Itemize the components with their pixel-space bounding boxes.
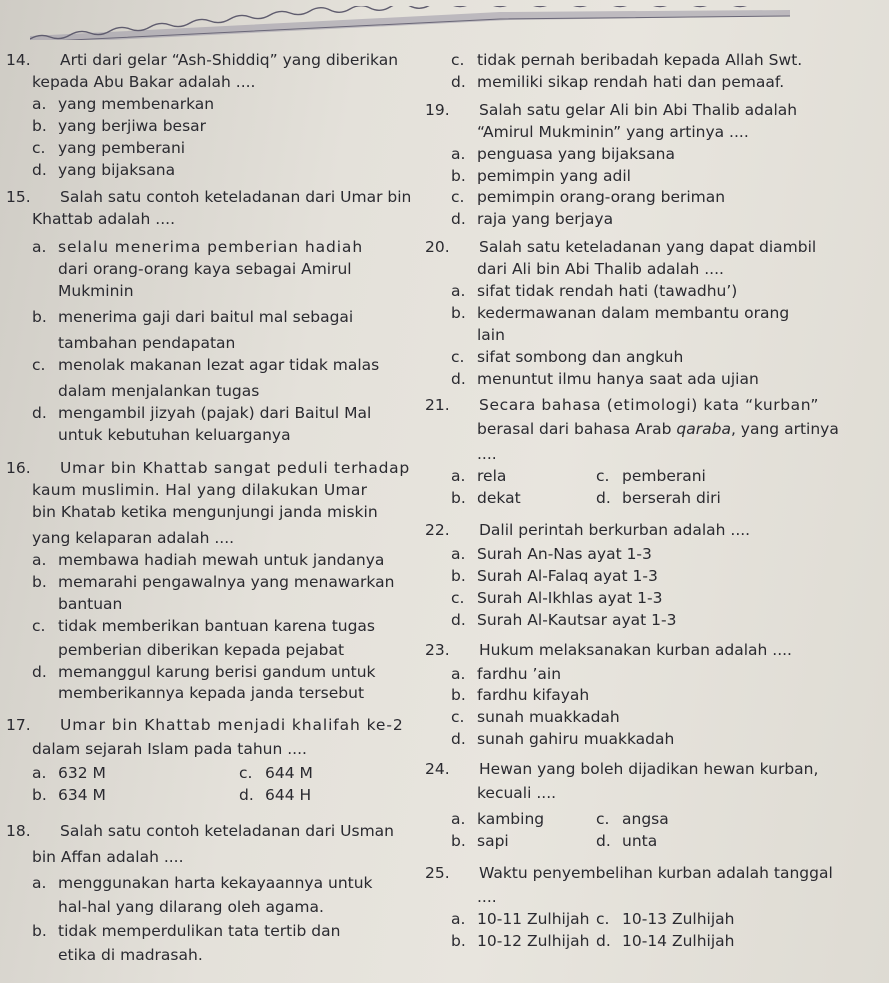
option-d[interactable]: d. raja yang berjaya <box>451 210 614 229</box>
option-a[interactable]: a. membawa hadiah mewah untuk jandanya <box>32 551 385 570</box>
question-15: 15. Salah satu contoh keteladanan dari Umar bin Khattab adalah .... a. selalu menerima pemberian hadiah dari orang-orang kaya sebagai Amirul Mukminin b. menerima gaji dari baitul mal sebagai tambahan pendapatan c. menolak makanan lezat agar tidak malas dalam menjalankan tugas d. mengambil jizyah (pajak) dari Baitul Mal untuk kebutuhan keluarganya <box>32 187 432 446</box>
question-23: 23. Hukum melaksanakan kurban adalah .... a. fardhu ’ain b. fardhu kifayah c. sunah muakkadah d. sunah gahiru muakkadah <box>451 640 861 752</box>
option-c[interactable]: c. yang pemberani <box>32 138 186 157</box>
option-a[interactable]: a. yang membenarkan <box>32 94 215 113</box>
option-d[interactable]: d. Surah Al-Kautsar ayat 1-3 <box>451 610 677 629</box>
option-b[interactable]: b. dekat <box>451 489 521 508</box>
question-25: 25. Waktu penyembelihan kurban adalah tanggal .... a. 10-11 Zulhijah c. 10-13 Zulhijah b. 10-12 Zulhijah d. 10-14 Zulhijah <box>451 863 861 953</box>
right-column <box>425 50 861 952</box>
option-a[interactable]: a. Surah An-Nas ayat 1-3 <box>451 545 652 564</box>
option-d[interactable]: d. sunah gahiru muakkadah <box>451 730 675 749</box>
q14-option-c[interactable]: c. tidak pernah beribadah kepada Allah Swt. <box>451 51 803 69</box>
option-b[interactable]: b. pemimpin yang adil <box>451 166 631 185</box>
option-b[interactable]: b. kedermawanan dalam membantu orang <box>451 303 790 322</box>
option-d[interactable]: d. menuntut ilmu hanya saat ada ujian <box>451 369 759 388</box>
question-stem: Arti dari gelar “Ash-Shiddiq” yang diberikan <box>60 51 399 69</box>
option-c[interactable]: c. Surah Al-Ikhlas ayat 1-3 <box>451 588 663 607</box>
option-d[interactable]: d. 10-14 Zulhijah <box>596 931 735 950</box>
option-c[interactable]: c. sifat sombong dan angkuh <box>451 347 684 366</box>
option-c[interactable]: c. sunah muakkadah <box>451 708 620 727</box>
option-b[interactable]: b. sapi <box>451 831 509 850</box>
option-b[interactable]: b. fardhu kifayah <box>451 686 590 705</box>
option-c[interactable]: c. 10-13 Zulhijah <box>596 909 735 928</box>
question-14: 14. Arti dari gelar “Ash-Shiddiq” yang diberikan kepada Abu Bakar adalah .... a. yang membenarkan b. yang berjiwa besar c. yang pemberani d. yang bijaksana <box>32 50 432 181</box>
option-b[interactable]: b. memarahi pengawalnya yang menawarkan <box>32 572 395 591</box>
option-c[interactable]: c. pemimpin orang-orang beriman <box>451 188 726 207</box>
option-a[interactable]: a. 10-11 Zulhijah <box>451 909 590 928</box>
option-c[interactable]: c. tidak memberikan bantuan karena tugas <box>32 616 376 635</box>
option-a[interactable]: a. kambing <box>451 810 545 828</box>
option-b[interactable]: b. Surah Al-Falaq ayat 1-3 <box>451 566 658 585</box>
option-d[interactable]: d. memanggul karung berisi gandum untuk <box>32 662 376 681</box>
decorative-border <box>30 6 790 40</box>
option-a[interactable]: a. selalu menerima pemberian hadiah <box>32 238 364 257</box>
question-22: 22. Dalil perintah berkurban adalah .... a. Surah An-Nas ayat 1-3 b. Surah Al-Falaq ayat 1-3 c. Surah Al-Ikhlas ayat 1-3 d. Surah Al-Kautsar ayat 1-3 <box>451 520 861 632</box>
option-b[interactable]: b. 10-12 Zulhijah <box>451 931 590 950</box>
option-a[interactable]: a. rela <box>451 467 507 486</box>
option-c[interactable]: c. 644 M <box>239 764 313 783</box>
question-18: 18. Salah satu contoh keteladanan dari Usman bin Affan adalah .... a. menggunakan harta kekayaannya untuk hal-hal yang dilarang oleh agama. b. tidak memperdulikan tata tertib dan etika di madrasah. <box>32 821 432 966</box>
option-a[interactable]: a. menggunakan harta kekayaannya untuk <box>32 873 373 892</box>
question-16: 16. Umar bin Khattab sangat peduli terhadap kaum muslimin. Hal yang dilakukan Umar bin Khatab ketika mengunjungi janda miskin yang kelaparan adalah .... a. membawa hadiah mewah untuk jandanya b. memarahi pengawalnya yang menawarkan bantuan c. tidak memberikan bantuan karena tugas pemberian diberikan kepada pejabat d. memanggul karung berisi gandum untuk memberikannya kepada janda tersebut <box>32 458 432 705</box>
option-d[interactable]: d. berserah diri <box>596 489 721 508</box>
option-c[interactable]: c. menolak makanan lezat agar tidak malas <box>32 355 380 374</box>
question-17: 17. Umar bin Khattab menjadi khalifah ke-2 dalam sejarah Islam pada tahun .... a. 632 M c. 644 M b. 634 M d. 644 H <box>32 715 432 807</box>
option-c[interactable]: c. pemberani <box>596 467 706 486</box>
option-c[interactable]: c. angsa <box>596 810 669 828</box>
option-a[interactable]: a. 632 M <box>32 764 106 783</box>
option-d[interactable]: d. yang bijaksana <box>32 160 176 179</box>
option-b[interactable]: b. menerima gaji dari baitul mal sebagai <box>32 307 354 326</box>
option-b[interactable]: b. yang berjiwa besar <box>32 116 207 135</box>
q14-option-d[interactable]: d. memiliki sikap rendah hati dan pemaaf. <box>451 72 785 91</box>
question-21: 21. Secara bahasa (etimologi) kata “kurban” berasal dari bahasa Arab qaraba, yang artinya .... a. rela c. pemberani b. dekat d. berserah diri <box>451 395 861 511</box>
option-b[interactable]: b. 634 M <box>32 786 106 805</box>
question-19: 19. Salah satu gelar Ali bin Abi Thalib adalah “Amirul Mukminin” yang artinya .... a. penguasa yang bijaksana b. pemimpin yang adil c. pemimpin orang-orang beriman d. raja yang berjaya <box>451 100 861 231</box>
option-a[interactable]: a. sifat tidak rendah hati (tawadhu’) <box>451 282 738 301</box>
option-d[interactable]: d. unta <box>596 831 658 850</box>
option-a[interactable]: a. fardhu ’ain <box>451 664 562 683</box>
option-b[interactable]: b. tidak memperdulikan tata tertib dan <box>32 921 341 940</box>
option-d[interactable]: d. 644 H <box>239 786 312 805</box>
option-a[interactable]: a. penguasa yang bijaksana <box>451 144 675 163</box>
option-d[interactable]: d. mengambil jizyah (pajak) dari Baitul Mal <box>32 403 372 422</box>
left-column <box>6 50 432 966</box>
question-24: 24. Hewan yang boleh dijadikan hewan kurban, kecuali .... a. kambing c. angsa b. sapi d. unta <box>451 759 861 853</box>
question-20: 20. Salah satu keteladanan yang dapat diambil dari Ali bin Abi Thalib adalah .... a. sifat tidak rendah hati (tawadhu’) b. kedermawanan dalam membantu orang lain c. sifat sombong dan angkuh d. menuntut ilmu hanya saat ada ujian <box>451 237 861 390</box>
